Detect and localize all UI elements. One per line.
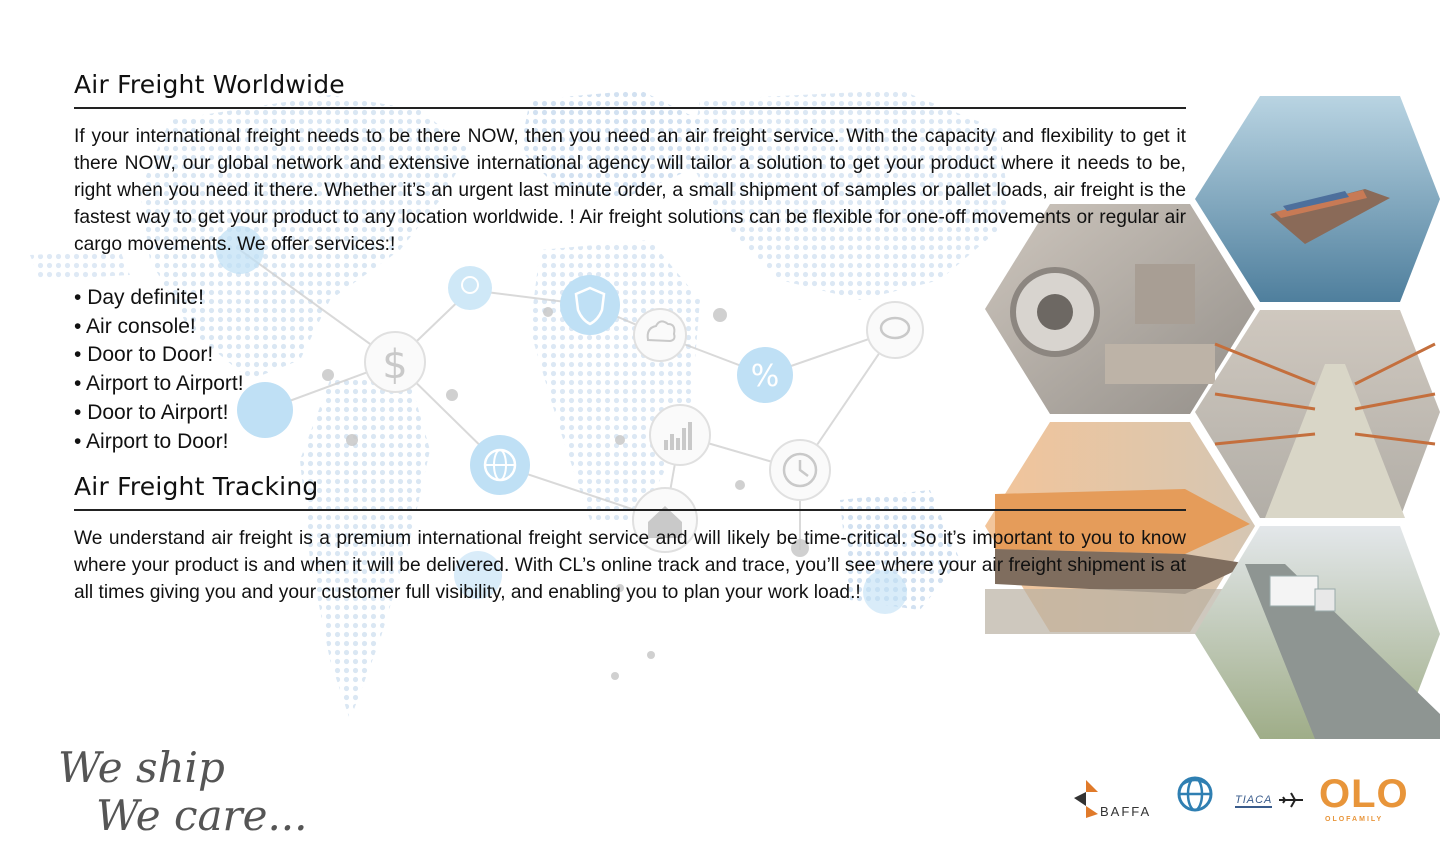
- svg-text:%: %: [750, 359, 780, 394]
- service-item: • Door to Airport!: [74, 399, 1186, 428]
- services-list: [74, 284, 1186, 456]
- worldwide-paragraph: If your international freight needs to be there NOW, then you need an air freight service. With the capacity and flexibility to get it there NOW, our global network and extensive international agency will tailor a solution to get your product where it needs to be, right when you need it there. Whether it’s an urgent last minute order, a small shipment of samples or pallet loads, air freight is the fastest way to get your product to any location worldwide. ! Air freight solutions can be flexible for one-off movements or regular air cargo movements. We offer services:!: [74, 126, 1186, 255]
- baffa-logo: [1070, 772, 1165, 828]
- globe-logo-icon: [1175, 772, 1215, 816]
- air-freight-worldwide-section: [74, 70, 1186, 456]
- partner-logos: [1070, 772, 1410, 832]
- tracking-paragraph: We understand air freight is a premium international freight service and will likely be time-critical. So it’s important to you to know where your product is and when it will be delivered. With CL’s online track and trace, you’ll see where your air freight shipment is at all times giving you and your customer full visibility, and enabling you to plan your work load.!: [74, 528, 1186, 604]
- service-item: • Airport to Airport!: [74, 370, 1186, 399]
- svg-text:$: $: [382, 342, 408, 388]
- service-item: • Airport to Door!: [74, 428, 1186, 457]
- olo-logo-subtext: OLOFAMILY: [1325, 816, 1384, 823]
- baffa-logo-text: BAFFA: [1100, 804, 1152, 819]
- section-title-worldwide: Air Freight Worldwide: [74, 70, 1186, 109]
- airplane-icon: [1279, 792, 1303, 808]
- service-item: • Door to Door!: [74, 341, 1186, 370]
- service-item: • Day definite!: [74, 284, 1186, 313]
- tagline-line-1: We ship: [58, 743, 225, 792]
- olo-logo: [1315, 772, 1409, 828]
- section-title-tracking: Air Freight Tracking: [74, 472, 1186, 511]
- service-item: • Air console!: [74, 313, 1186, 342]
- tagline-line-2: We care...: [96, 791, 308, 840]
- globe-association-logo: [1175, 772, 1215, 828]
- baffa-arrow-icon: [1072, 778, 1100, 818]
- tiaca-logo-text: TIACA: [1235, 794, 1273, 806]
- tagline: [58, 744, 308, 840]
- ship-hexagon-image: [1195, 96, 1440, 302]
- air-freight-tracking-section: [74, 472, 1186, 606]
- main-content: [74, 70, 1186, 606]
- tiaca-logo: [1235, 772, 1305, 828]
- olo-logo-text: OLO: [1319, 772, 1409, 816]
